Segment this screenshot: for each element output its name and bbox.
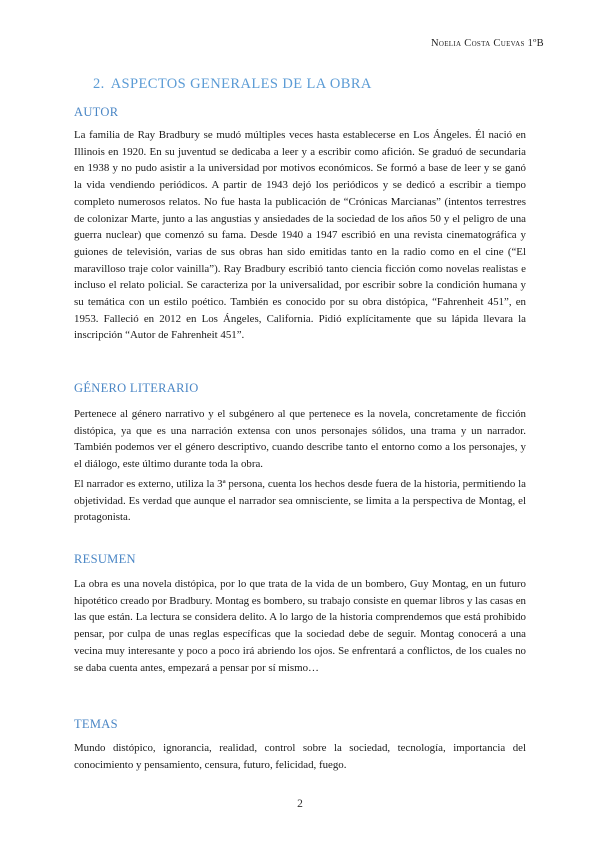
- section-title-text: ASPECTOS GENERALES DE LA OBRA: [110, 76, 372, 92]
- page-header-author: Noelia Costa Cuevas 1ºB: [430, 38, 544, 49]
- section-title: [93, 76, 372, 93]
- paragraph-autor: La familia de Ray Bradbury se mudó múltiples veces hasta establecerse en Los Ángeles. Él nació en Illinois en 1920. En su juventud se dedicaba a leer y a escribir como afición. Se graduó de secundaria en 1938 y no pudo asistir a la universidad por motivos económicos. Se formó a base de leer y se ganó la vida vendiendo periódicos. A partir de 1943 dejó los periódicos y se dedicó a escribir a tiempo completo numerosos relatos. No fue hasta la publicación de “Crónicas Marcianas” (intentos terrestres de colonizar Marte, junto a las angustias y ansiedades de la sociedad de los años 50 y el peligro de una guerra nuclear) que comenzó su fama. Desde 1940 a 1947 escribió en una revista cinematográfica y guiones de televisión, varias de sus obras han sido emitidas tanto en la radio como en el cine (“El maravilloso traje color vainilla”). Ray Bradbury escribió tanto ciencia ficción como novelas realistas e incluso el relato policial. Se caracteriza por la universalidad, por escribir sobre la condición humana y su temática con un estilo poético. También es conocido por su obra distópica, “Fahrenheit 451”, en 1953. Falleció en 2012 en Los Ángeles, California. Pidió explícitamente que su lápida llevara la inscripción “Autor de Fahrenheit 451”.: [74, 129, 526, 342]
- paragraph-temas: Mundo distópico, ignorancia, realidad, control sobre la sociedad, tecnología, importancia del conocimiento y pensamiento, censura, futuro, felicidad, fuego.: [74, 742, 526, 771]
- page-number: 2: [297, 798, 303, 810]
- heading-resumen: RESUMEN: [74, 552, 136, 566]
- paragraph-genero-2: El narrador es externo, utiliza la 3ª persona, cuenta los hechos desde fuera de la historia, permitiendo la objetividad. Es verdad que aunque el narrador sea omnisciente, se limita a la perspectiva de Montag, el protagonista.: [74, 478, 526, 524]
- heading-genero: GÉNERO LITERARIO: [74, 381, 199, 395]
- heading-temas: TEMAS: [74, 717, 118, 731]
- section-number: 2.: [93, 76, 105, 92]
- heading-autor: AUTOR: [74, 105, 119, 119]
- paragraph-resumen: La obra es una novela distópica, por lo que trata de la vida de un bombero, Guy Montag, en un futuro hipotético creado por Bradbury. Montag es bombero, su trabajo consiste en quemar libros y las casas en las que están. La lectura se considera delito. A lo largo de la historia comprendemos que está prohibido pensar, por culpa de unas reglas específicas que la sociedad debe de seguir. Montag conocerá a una vecina muy interesante y poco a poco irá abriendo los ojos. Se enfrentará a conflictos, de los cuales no se daba cuenta antes, empezará a pensar por sí mismo…: [74, 578, 526, 674]
- paragraph-genero-1: Pertenece al género narrativo y el subgénero al que pertenece es la novela, concretamente de ficción distópica, ya que es una narración extensa con unos personajes sólidos, una trama y un narrador. También podemos ver el género descriptivo, cuando describe tanto el entorno como a los personajes, y el diálogo, este último durante toda la obra.: [74, 408, 526, 471]
